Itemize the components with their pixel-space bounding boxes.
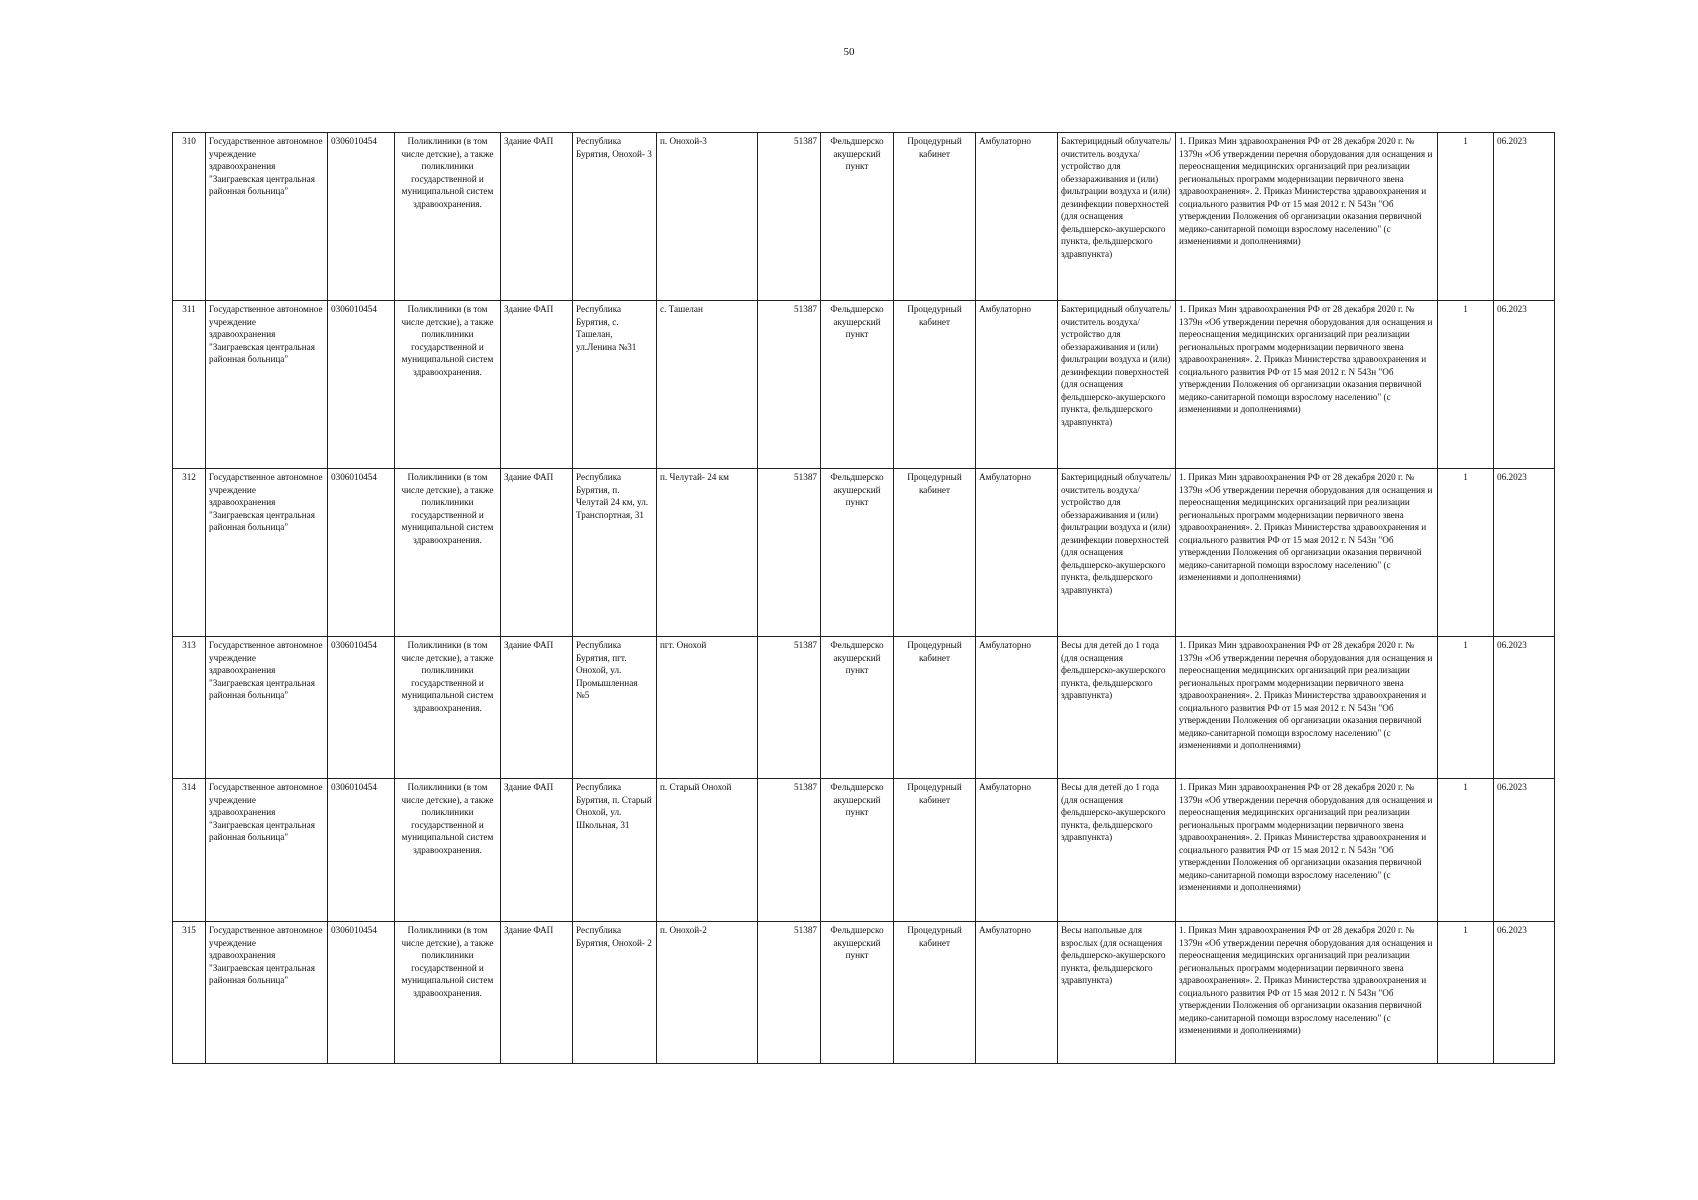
date: 06.2023 xyxy=(1494,301,1555,469)
organization-type: Поликлиники (в том числе детские), а также поликлиники государственной и муниципальной систем здравоохранения. xyxy=(395,922,501,1064)
code: 51387 xyxy=(758,922,821,1064)
locality: п. Онохой-3 xyxy=(657,133,758,301)
equipment-name: Бактерицидный облучатель/очиститель воздуха/устройство для обеззараживания и (или) фильтрации воздуха и (или) дезинфекции поверхностей (для оснащения фельдшерско-акушерского пункта, фельдшерского здравпункта) xyxy=(1058,133,1176,301)
organization-type: Поликлиники (в том числе детские), а также поликлиники государственной и муниципальной систем здравоохранения. xyxy=(395,637,501,779)
organization-type: Поликлиники (в том числе детские), а также поликлиники государственной и муниципальной систем здравоохранения. xyxy=(395,469,501,637)
quantity: 1 xyxy=(1438,301,1494,469)
building: Здание ФАП xyxy=(501,133,573,301)
unit: Фельдшерско акушерский пункт xyxy=(821,922,894,1064)
legal-basis: 1. Приказ Мин здравоохранения РФ от 28 декабря 2020 г. № 1379н «Об утверждении перечня оборудования для оснащения и переоснащения медицинских организаций при реализации региональных программ модернизации первичного звена здравоохранения». 2. Приказ Министерства здравоохранения и социального развития РФ от 15 мая 2012 г. N 543н "Об утверждении Положения об организации оказания первичной медико-санитарной помощи взрослому населению" (с изменениями и дополнениями) xyxy=(1176,922,1438,1064)
page-number: 50 xyxy=(843,46,855,58)
locality: п. Онохой-2 xyxy=(657,922,758,1064)
quantity: 1 xyxy=(1438,637,1494,779)
cabinet: Процедурный кабинет xyxy=(894,779,976,922)
organization-name: Государственное автономное учреждение здравоохранения "Заиграевская центральная районная больница" xyxy=(206,779,328,922)
organization-name: Государственное автономное учреждение здравоохранения "Заиграевская центральная районная больница" xyxy=(206,922,328,1064)
code: 51387 xyxy=(758,301,821,469)
care-form: Амбулаторно xyxy=(976,779,1058,922)
table-row xyxy=(173,637,1555,779)
cabinet: Процедурный кабинет xyxy=(894,637,976,779)
legal-basis: 1. Приказ Мин здравоохранения РФ от 28 декабря 2020 г. № 1379н «Об утверждении перечня оборудования для оснащения и переоснащения медицинских организаций при реализации региональных программ модернизации первичного звена здравоохранения». 2. Приказ Министерства здравоохранения и социального развития РФ от 15 мая 2012 г. N 543н "Об утверждении Положения об организации оказания первичной медико-санитарной помощи взрослому населению" (с изменениями и дополнениями) xyxy=(1176,133,1438,301)
address: Республика Бурятия, п. Челутай 24 км, ул. Транспортная, 31 xyxy=(573,469,657,637)
table-row xyxy=(173,469,1555,637)
quantity: 1 xyxy=(1438,133,1494,301)
building: Здание ФАП xyxy=(501,779,573,922)
table-row xyxy=(173,779,1555,922)
quantity: 1 xyxy=(1438,922,1494,1064)
address: Республика Бурятия, пгт. Онохой, ул. Промышленная №5 xyxy=(573,637,657,779)
care-form: Амбулаторно xyxy=(976,637,1058,779)
equipment-registry-table xyxy=(172,132,1555,1064)
care-form: Амбулаторно xyxy=(976,133,1058,301)
code: 51387 xyxy=(758,133,821,301)
organization-name: Государственное автономное учреждение здравоохранения "Заиграевская центральная районная больница" xyxy=(206,133,328,301)
unit: Фельдшерско акушерский пункт xyxy=(821,637,894,779)
cabinet: Процедурный кабинет xyxy=(894,922,976,1064)
care-form: Амбулаторно xyxy=(976,469,1058,637)
legal-basis: 1. Приказ Мин здравоохранения РФ от 28 декабря 2020 г. № 1379н «Об утверждении перечня оборудования для оснащения и переоснащения медицинских организаций при реализации региональных программ модернизации первичного звена здравоохранения». 2. Приказ Министерства здравоохранения и социального развития РФ от 15 мая 2012 г. N 543н "Об утверждении Положения об организации оказания первичной медико-санитарной помощи взрослому населению" (с изменениями и дополнениями) xyxy=(1176,779,1438,922)
code: 51387 xyxy=(758,469,821,637)
building: Здание ФАП xyxy=(501,922,573,1064)
equipment-name: Весы для детей до 1 года (для оснащения фельдшерско-акушерского пункта, фельдшерского здравпункта) xyxy=(1058,779,1176,922)
table-row xyxy=(173,301,1555,469)
inn-code: 0306010454 xyxy=(328,637,395,779)
date: 06.2023 xyxy=(1494,133,1555,301)
organization-type: Поликлиники (в том числе детские), а также поликлиники государственной и муниципальной систем здравоохранения. xyxy=(395,301,501,469)
equipment-name: Весы напольные для взрослых (для оснащения фельдшерско-акушерского пункта, фельдшерского здравпункта) xyxy=(1058,922,1176,1064)
unit: Фельдшерско акушерский пункт xyxy=(821,301,894,469)
quantity: 1 xyxy=(1438,469,1494,637)
address: Республика Бурятия, с. Ташелан, ул.Ленина №31 xyxy=(573,301,657,469)
address: Республика Бурятия, Онохой- 2 xyxy=(573,922,657,1064)
building: Здание ФАП xyxy=(501,637,573,779)
inn-code: 0306010454 xyxy=(328,922,395,1064)
care-form: Амбулаторно xyxy=(976,922,1058,1064)
date: 06.2023 xyxy=(1494,779,1555,922)
table-row xyxy=(173,922,1555,1064)
organization-name: Государственное автономное учреждение здравоохранения "Заиграевская центральная районная больница" xyxy=(206,637,328,779)
code: 51387 xyxy=(758,637,821,779)
organization-type: Поликлиники (в том числе детские), а также поликлиники государственной и муниципальной систем здравоохранения. xyxy=(395,779,501,922)
row-number: 315 xyxy=(173,922,206,1064)
date: 06.2023 xyxy=(1494,469,1555,637)
unit: Фельдшерско акушерский пункт xyxy=(821,469,894,637)
locality: п. Старый Онохой xyxy=(657,779,758,922)
date: 06.2023 xyxy=(1494,922,1555,1064)
table-row xyxy=(173,133,1555,301)
cabinet: Процедурный кабинет xyxy=(894,133,976,301)
building: Здание ФАП xyxy=(501,301,573,469)
inn-code: 0306010454 xyxy=(328,469,395,637)
locality: с. Ташелан xyxy=(657,301,758,469)
row-number: 311 xyxy=(173,301,206,469)
equipment-name: Бактерицидный облучатель/очиститель воздуха/устройство для обеззараживания и (или) фильтрации воздуха и (или) дезинфекции поверхностей (для оснащения фельдшерско-акушерского пункта, фельдшерского здравпункта) xyxy=(1058,469,1176,637)
equipment-name: Весы для детей до 1 года (для оснащения фельдшерско-акушерского пункта, фельдшерского здравпункта) xyxy=(1058,637,1176,779)
date: 06.2023 xyxy=(1494,637,1555,779)
equipment-name: Бактерицидный облучатель/очиститель воздуха/устройство для обеззараживания и (или) фильтрации воздуха и (или) дезинфекции поверхностей (для оснащения фельдшерско-акушерского пункта, фельдшерского здравпункта) xyxy=(1058,301,1176,469)
address: Республика Бурятия, п. Старый Онохой, ул. Школьная, 31 xyxy=(573,779,657,922)
organization-name: Государственное автономное учреждение здравоохранения "Заиграевская центральная районная больница" xyxy=(206,469,328,637)
quantity: 1 xyxy=(1438,779,1494,922)
row-number: 313 xyxy=(173,637,206,779)
row-number: 310 xyxy=(173,133,206,301)
locality: пгт. Онохой xyxy=(657,637,758,779)
address: Республика Бурятия, Онохой- 3 xyxy=(573,133,657,301)
cabinet: Процедурный кабинет xyxy=(894,301,976,469)
row-number: 314 xyxy=(173,779,206,922)
care-form: Амбулаторно xyxy=(976,301,1058,469)
organization-type: Поликлиники (в том числе детские), а также поликлиники государственной и муниципальной систем здравоохранения. xyxy=(395,133,501,301)
building: Здание ФАП xyxy=(501,469,573,637)
row-number: 312 xyxy=(173,469,206,637)
locality: п. Челутай- 24 км xyxy=(657,469,758,637)
organization-name: Государственное автономное учреждение здравоохранения "Заиграевская центральная районная больница" xyxy=(206,301,328,469)
legal-basis: 1. Приказ Мин здравоохранения РФ от 28 декабря 2020 г. № 1379н «Об утверждении перечня оборудования для оснащения и переоснащения медицинских организаций при реализации региональных программ модернизации первичного звена здравоохранения». 2. Приказ Министерства здравоохранения и социального развития РФ от 15 мая 2012 г. N 543н "Об утверждении Положения об организации оказания первичной медико-санитарной помощи взрослому населению" (с изменениями и дополнениями) xyxy=(1176,301,1438,469)
legal-basis: 1. Приказ Мин здравоохранения РФ от 28 декабря 2020 г. № 1379н «Об утверждении перечня оборудования для оснащения и переоснащения медицинских организаций при реализации региональных программ модернизации первичного звена здравоохранения». 2. Приказ Министерства здравоохранения и социального развития РФ от 15 мая 2012 г. N 543н "Об утверждении Положения об организации оказания первичной медико-санитарной помощи взрослому населению" (с изменениями и дополнениями) xyxy=(1176,469,1438,637)
unit: Фельдшерско акушерский пункт xyxy=(821,779,894,922)
code: 51387 xyxy=(758,779,821,922)
inn-code: 0306010454 xyxy=(328,779,395,922)
inn-code: 0306010454 xyxy=(328,301,395,469)
legal-basis: 1. Приказ Мин здравоохранения РФ от 28 декабря 2020 г. № 1379н «Об утверждении перечня оборудования для оснащения и переоснащения медицинских организаций при реализации региональных программ модернизации первичного звена здравоохранения». 2. Приказ Министерства здравоохранения и социального развития РФ от 15 мая 2012 г. N 543н "Об утверждении Положения об организации оказания первичной медико-санитарной помощи взрослому населению" (с изменениями и дополнениями) xyxy=(1176,637,1438,779)
cabinet: Процедурный кабинет xyxy=(894,469,976,637)
unit: Фельдшерско акушерский пункт xyxy=(821,133,894,301)
inn-code: 0306010454 xyxy=(328,133,395,301)
